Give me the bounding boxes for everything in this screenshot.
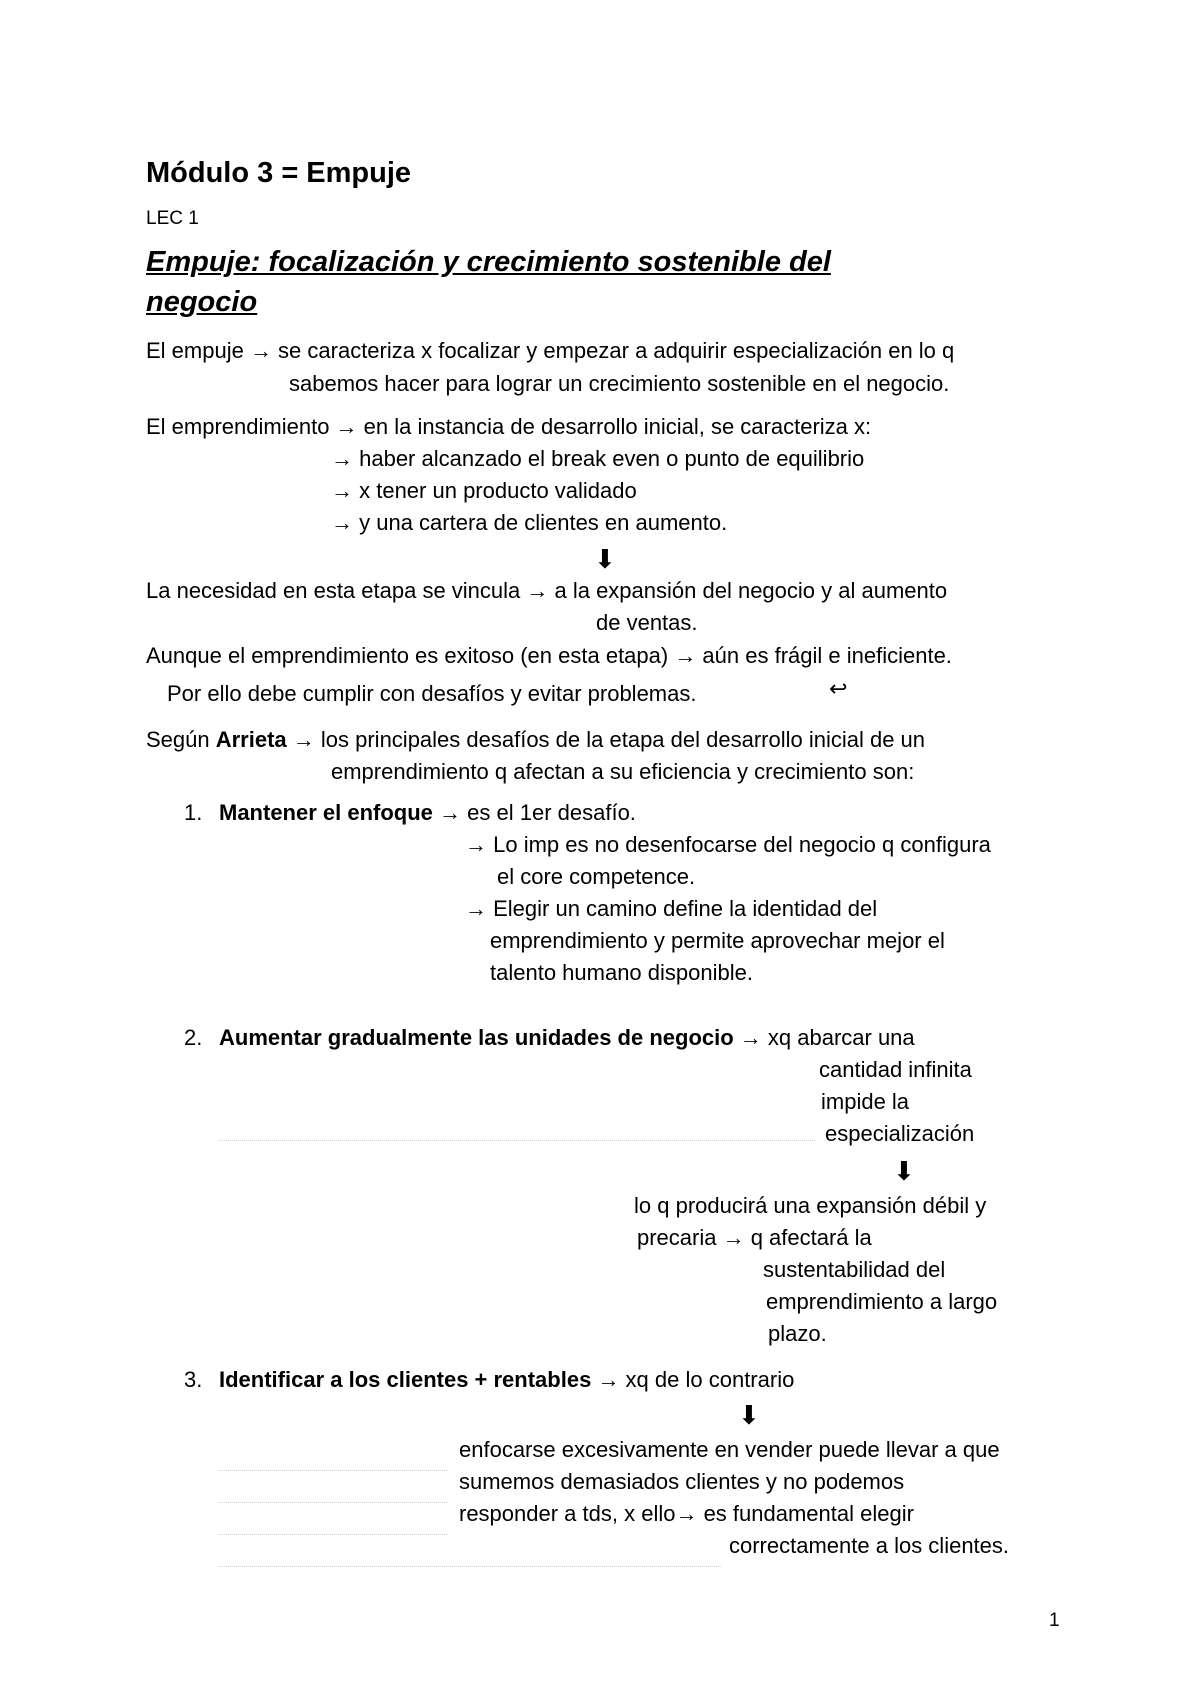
emprendimiento-intro: El emprendimiento → en la instancia de desarrollo inicial, se caracteriza x: xyxy=(146,414,872,439)
segun-prefix: Según xyxy=(146,727,216,752)
challenge-2-number: 2. xyxy=(184,1025,203,1050)
challenge-2-consequence-5: plazo. xyxy=(768,1321,827,1346)
challenge-1-line xyxy=(219,800,636,825)
page-title: Módulo 3 = Empuje xyxy=(146,157,412,189)
necesidad-line-2: de ventas. xyxy=(596,610,698,635)
challenge-2-rest: → xq abarcar una xyxy=(733,1025,915,1050)
dotted-leader xyxy=(219,1566,721,1567)
challenge-2-title: Aumentar gradualmente las unidades de negocio xyxy=(219,1025,734,1050)
challenge-3-rest: → xq de lo contrario xyxy=(591,1367,795,1392)
segun-line-2: emprendimiento q afectan a su eficiencia y crecimiento son: xyxy=(331,759,915,784)
aunque-line-2: Por ello debe cumplir con desafíos y evitar problemas. xyxy=(167,681,697,706)
aunque-line-1: Aunque el emprendimiento es exitoso (en esta etapa) → aún es frágil e ineficiente. xyxy=(146,643,952,668)
lecture-label: LEC 1 xyxy=(146,208,199,229)
segun-line-1 xyxy=(146,727,925,752)
challenge-1-detail-5: talento humano disponible. xyxy=(490,960,753,985)
challenge-3-title: Identificar a los clientes + rentables xyxy=(219,1367,592,1392)
emprendimiento-item-1: → haber alcanzado el break even o punto de equilibrio xyxy=(331,446,865,471)
page-number: 1 xyxy=(1049,1610,1060,1631)
section-heading-line-2: negocio xyxy=(146,286,258,318)
challenge-2-consequence-4: emprendimiento a largo xyxy=(766,1289,998,1314)
challenge-1-title: Mantener el enfoque xyxy=(219,800,433,825)
challenge-2-detail-1: cantidad infinita xyxy=(819,1057,972,1082)
challenge-2-detail-3: especialización xyxy=(825,1121,975,1146)
challenge-2-consequence-2: precaria → q afectará la xyxy=(637,1225,872,1250)
challenge-1-detail-2: el core competence. xyxy=(497,864,696,889)
challenge-3-detail-3: responder a tds, x ello→ es fundamental elegir xyxy=(459,1501,914,1526)
empuje-definition-line-1: El empuje → se caracteriza x focalizar y empezar a adquirir especialización en lo q xyxy=(146,338,955,363)
challenge-3-number: 3. xyxy=(184,1367,203,1392)
challenge-2-consequence-1: lo q producirá una expansión débil y xyxy=(634,1193,987,1218)
challenge-2-consequence-3: sustentabilidad del xyxy=(763,1257,946,1282)
challenge-1-detail-1: → Lo imp es no desenfocarse del negocio q configura xyxy=(465,832,991,857)
down-arrow-icon: ⬇ xyxy=(594,544,616,574)
challenge-2-detail-2: impide la xyxy=(821,1089,910,1114)
down-arrow-icon: ⬇ xyxy=(893,1156,915,1186)
section-heading-line-1: Empuje: focalización y crecimiento sostenible del xyxy=(146,246,831,278)
down-arrow-icon: ⬇ xyxy=(738,1400,760,1430)
empuje-definition-line-2: sabemos hacer para lograr un crecimiento sostenible en el negocio. xyxy=(289,371,950,396)
challenge-3-detail-1: enfocarse excesivamente en vender puede llevar a que xyxy=(459,1437,1000,1462)
challenge-1-rest: → es el 1er desafío. xyxy=(432,800,636,825)
return-arrow-icon: ↩ xyxy=(829,676,848,701)
segun-rest: → los principales desafíos de la etapa del desarrollo inicial de un xyxy=(286,727,926,752)
challenge-2-line xyxy=(219,1025,915,1050)
challenge-1-number: 1. xyxy=(184,800,203,825)
dotted-leader xyxy=(219,1470,447,1471)
challenge-1-detail-3: → Elegir un camino define la identidad del xyxy=(465,896,878,921)
dotted-leader xyxy=(219,1502,447,1503)
dotted-leader xyxy=(219,1534,447,1535)
emprendimiento-item-3: → y una cartera de clientes en aumento. xyxy=(331,510,728,535)
emprendimiento-item-2: → x tener un producto validado xyxy=(331,478,637,503)
challenge-3-detail-4: correctamente a los clientes. xyxy=(729,1533,1010,1558)
necesidad-line-1: La necesidad en esta etapa se vincula → a la expansión del negocio y al aumento xyxy=(146,578,948,603)
dotted-leader xyxy=(219,1140,815,1141)
challenge-1-detail-4: emprendimiento y permite aprovechar mejor el xyxy=(490,928,945,953)
challenge-3-detail-2: sumemos demasiados clientes y no podemos xyxy=(459,1469,905,1494)
challenge-3-line xyxy=(219,1367,794,1392)
author-name: Arrieta xyxy=(215,727,287,752)
